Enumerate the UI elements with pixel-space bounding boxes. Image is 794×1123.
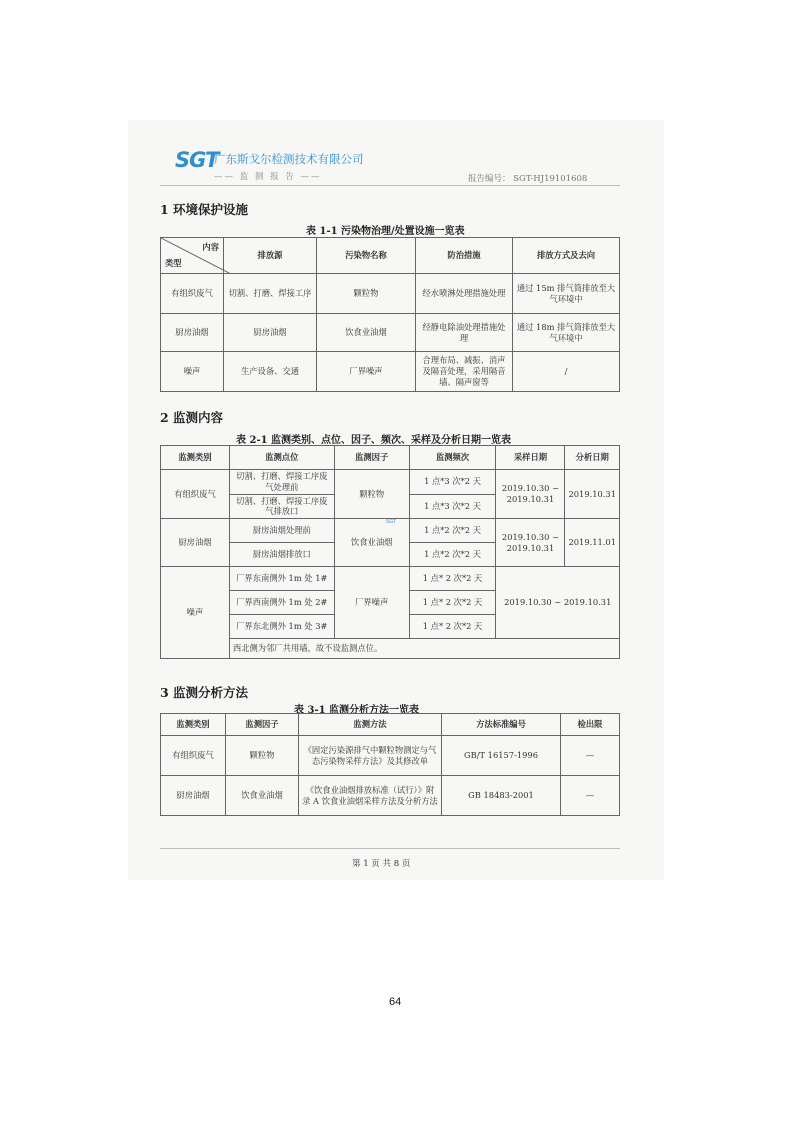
col-header: 监测因子 [226, 714, 299, 736]
cell-point: 厂界东北侧外 1m 处 3# [229, 615, 334, 639]
section2-heading: 2 监测内容 [160, 410, 224, 425]
cell-discharge: / [513, 352, 620, 392]
cell-measure: 合理布局、减振、消声及隔音处理，采用隔音墙、隔声窗等 [416, 352, 513, 392]
company-name: 广东斯戈尔检测技术有限公司 [214, 152, 364, 166]
report-subtitle: —— 监 测 报 告 —— [214, 172, 322, 182]
col-header: 污染物名称 [317, 238, 416, 274]
cell-limit: — [561, 736, 620, 776]
cell-category: 有组织废气 [161, 736, 226, 776]
cell-pollutant: 颗粒物 [317, 274, 416, 314]
cell-type: 噪声 [161, 352, 224, 392]
cell-category: 噪声 [161, 567, 230, 659]
cell-factor: 颗粒物 [334, 470, 409, 519]
table-monitoring-content [160, 445, 620, 659]
col-header: 监测方法 [299, 714, 442, 736]
table-row [161, 776, 620, 816]
cell-note: 西北侧为邻厂共用墙，故不设监测点位。 [229, 639, 619, 659]
cell-category: 有组织废气 [161, 470, 230, 519]
col-header: 防治措施 [416, 238, 513, 274]
table-row [161, 567, 620, 591]
cell-method: 《固定污染源排气中颗粒物测定与气态污染物采样方法》及其修改单 [299, 736, 442, 776]
table-row [161, 352, 620, 392]
cell-method: 《饮食业油烟排放标准（试行）》附录 A 饮食业油烟采样方法及分析方法 [299, 776, 442, 816]
cell-factor: 颗粒物 [226, 736, 299, 776]
col-header: 分析日期 [565, 446, 620, 470]
footer-divider [160, 848, 620, 849]
company-logo: SGT [175, 148, 219, 172]
col-header: 采样日期 [496, 446, 565, 470]
cell-factor: 厂界噪声 [334, 567, 409, 639]
cell-frequency: 1 点* 2 次*2 天 [409, 567, 496, 591]
cell-frequency: 1 点*2 次*2 天 [409, 519, 496, 543]
diag-top-label: 内容 [202, 242, 219, 252]
cell-type: 有组织废气 [161, 274, 224, 314]
table3-caption: 表 3-1 监测分析方法一览表 [294, 705, 420, 716]
cell-point: 厨房油烟处理前 [229, 519, 334, 543]
cell-point: 厂界东南侧外 1m 处 1# [229, 567, 334, 591]
col-header: 检出限 [561, 714, 620, 736]
cell-frequency: 1 点*3 次*2 天 [409, 494, 496, 519]
col-header: 监测点位 [229, 446, 334, 470]
diagonal-header-cell [161, 238, 224, 274]
stamp-mark: SGT [386, 519, 397, 525]
cell-measure: 经静电除油处理措施处理 [416, 314, 513, 352]
cell-source: 生产设备、交通 [224, 352, 317, 392]
col-header: 监测因子 [334, 446, 409, 470]
cell-point: 厂界西南侧外 1m 处 2# [229, 591, 334, 615]
col-header: 排放方式及去向 [513, 238, 620, 274]
cell-point: 厨房油烟排放口 [229, 543, 334, 567]
cell-standard: GB 18483-2001 [442, 776, 561, 816]
page-footer: 第 1 页 共 8 页 [352, 859, 411, 869]
cell-discharge: 通过 18m 排气筒排放至大气环境中 [513, 314, 620, 352]
col-header: 监测类别 [161, 446, 230, 470]
cell-sampling-date: 2019.10.30 ~ 2019.10.31 [496, 519, 565, 567]
table-row [161, 470, 620, 495]
cell-point: 切割、打磨、焊接工序废气排放口 [229, 494, 334, 519]
col-header: 监测频次 [409, 446, 496, 470]
cell-measure: 经水喷淋处理措施处理 [416, 274, 513, 314]
cell-sampling-date: 2019.10.30 ~ 2019.10.31 [496, 470, 565, 519]
section1-heading: 1 环境保护设施 [160, 202, 249, 217]
col-header: 监测类别 [161, 714, 226, 736]
report-number: 报告编号： SGT-HJ19101608 [468, 174, 588, 184]
section3-heading: 3 监测分析方法 [160, 685, 249, 700]
cell-category: 厨房油烟 [161, 519, 230, 567]
cell-standard: GB/T 16157-1996 [442, 736, 561, 776]
cell-analysis-date: 2019.10.31 [565, 470, 620, 519]
table-pollution-facilities [160, 237, 620, 392]
table-row [161, 314, 620, 352]
cell-frequency: 1 点* 2 次*2 天 [409, 591, 496, 615]
table-analysis-methods [160, 713, 620, 816]
cell-frequency: 1 点*3 次*2 天 [409, 470, 496, 495]
cell-dates: 2019.10.30 ~ 2019.10.31 [496, 567, 620, 639]
cell-frequency: 1 点*2 次*2 天 [409, 543, 496, 567]
table-row [161, 274, 620, 314]
header-divider [160, 185, 620, 186]
table2-caption: 表 2-1 监测类别、点位、因子、频次、采样及分析日期一览表 [236, 435, 512, 446]
cell-analysis-date: 2019.11.01 [565, 519, 620, 567]
cell-pollutant: 饮食业油烟 [317, 314, 416, 352]
table-row [161, 639, 620, 659]
table-row [161, 736, 620, 776]
cell-point: 切割、打磨、焊接工序废气处理前 [229, 470, 334, 495]
cell-pollutant: 厂界噪声 [317, 352, 416, 392]
table1-caption: 表 1-1 污染物治理/处置设施一览表 [306, 226, 465, 237]
col-header: 方法标准编号 [442, 714, 561, 736]
cell-factor: 饮食业油烟 [334, 519, 409, 567]
cell-source: 厨房油烟 [224, 314, 317, 352]
cell-source: 切割、打磨、焊接工序 [224, 274, 317, 314]
diag-bottom-label: 类型 [165, 258, 182, 269]
cell-frequency: 1 点* 2 次*2 天 [409, 615, 496, 639]
cell-category: 厨房油烟 [161, 776, 226, 816]
cell-factor: 饮食业油烟 [226, 776, 299, 816]
cell-type: 厨房油烟 [161, 314, 224, 352]
page-number: 64 [389, 996, 402, 1008]
cell-limit: — [561, 776, 620, 816]
cell-discharge: 通过 15m 排气筒排放至大气环境中 [513, 274, 620, 314]
col-header: 排放源 [224, 238, 317, 274]
